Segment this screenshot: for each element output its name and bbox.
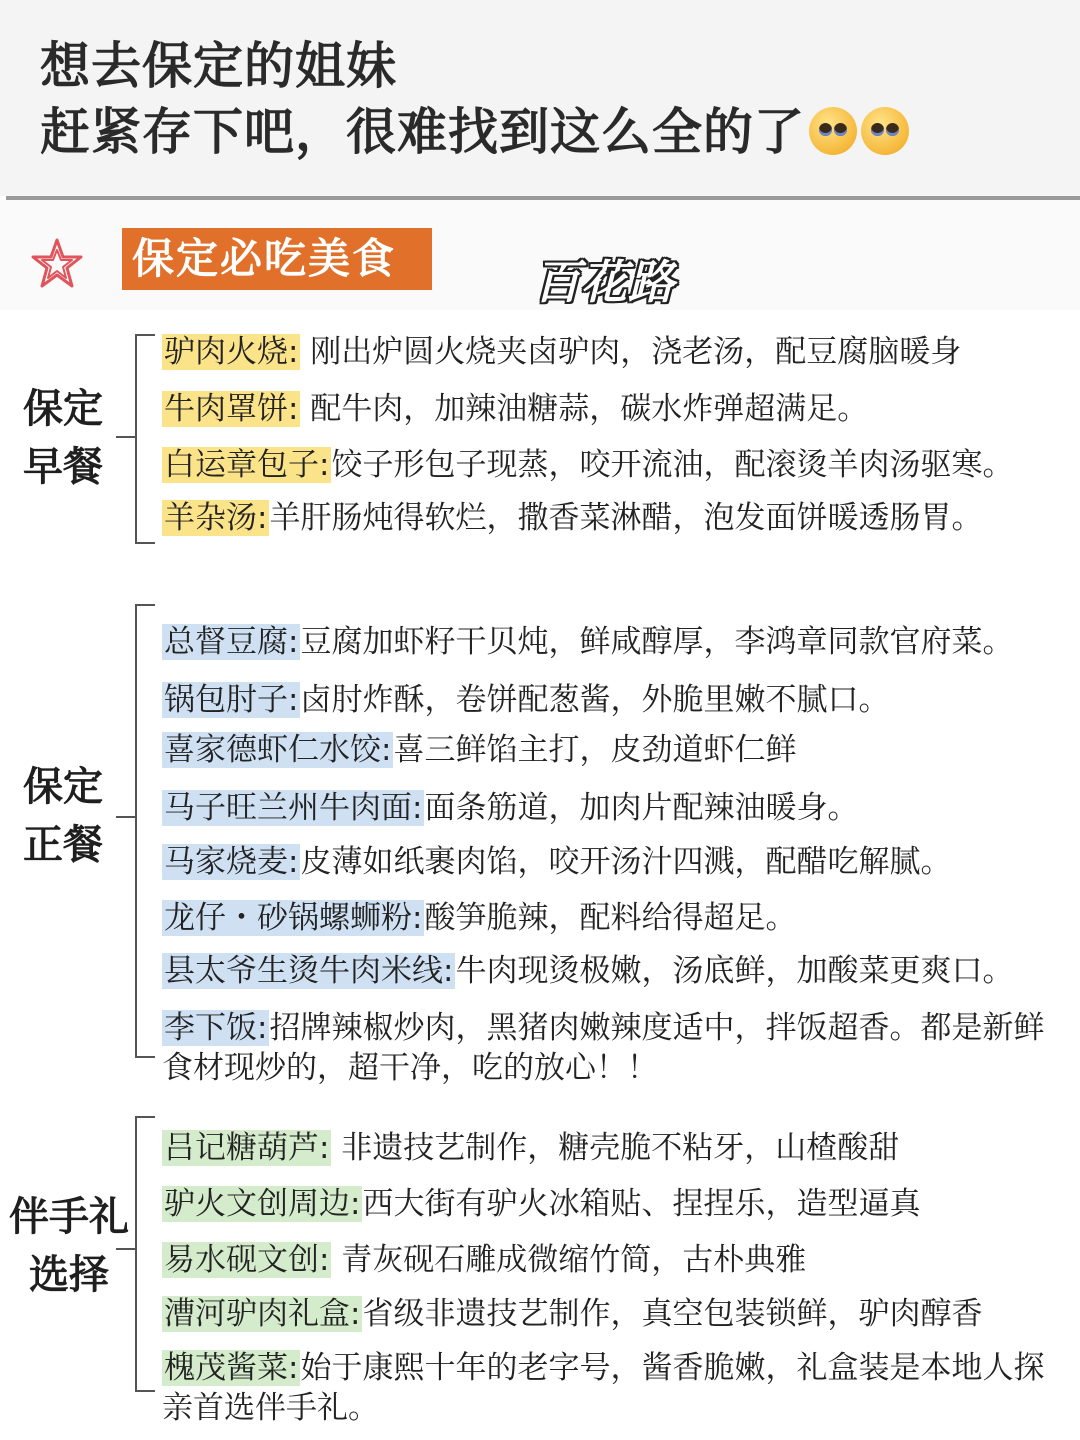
category-label-main	[20, 758, 106, 874]
list-item	[162, 951, 1013, 991]
star-outline-icon	[30, 236, 84, 290]
category-bracket-main	[135, 604, 155, 1058]
list-item	[162, 332, 961, 372]
item-key: 喜家德虾仁水饺:	[164, 732, 392, 768]
category-bracket-breakfast	[135, 334, 155, 544]
category-label-line: 早餐	[23, 444, 103, 490]
category-label-line: 伴手礼	[9, 1194, 129, 1240]
category-bracket-gifts	[135, 1116, 155, 1392]
bracket-tick	[116, 436, 136, 438]
item-desc: 面条筋道，加肉片配辣油暖身。	[424, 790, 859, 826]
item-desc: 配牛肉，加辣油糖蒜，碳水炸弹超满足。	[300, 391, 869, 427]
page-title-line2	[40, 92, 909, 164]
page-title-line1: 想去保定的姐妹	[40, 37, 397, 95]
list-item	[162, 1348, 1072, 1428]
item-desc: 省级非遗技艺制作，真空包装锁鲜，驴肉醇香	[362, 1296, 983, 1332]
item-desc: 青灰砚石雕成微缩竹简，古朴典雅	[331, 1242, 807, 1278]
item-key: 牛肉罩饼:	[164, 391, 299, 427]
item-desc: 卤肘炸酥，卷饼配葱酱，外脆里嫩不腻口。	[300, 682, 890, 718]
list-item	[162, 1128, 899, 1168]
item-key: 驴火文创周边:	[164, 1186, 361, 1222]
item-key: 驴肉火烧:	[164, 334, 299, 370]
item-key: 县太爷生烫牛肉米线:	[164, 953, 454, 989]
item-key: 易水砚文创:	[164, 1242, 330, 1278]
item-desc: 豆腐加虾籽干贝炖，鲜咸醇厚，李鸿章同款官府菜。	[300, 624, 1014, 660]
list-item	[162, 1008, 1072, 1088]
item-key: 马子旺兰州牛肉面:	[164, 790, 423, 826]
list-item	[162, 1240, 806, 1280]
list-item	[162, 1184, 920, 1224]
item-desc: 非遗技艺制作，糖壳脆不粘牙，山楂酸甜	[331, 1130, 900, 1166]
category-label-line: 保定	[23, 764, 103, 810]
item-desc: 招牌辣椒炒肉，黑猪肉嫩辣度适中，拌饭超香。都是新鲜食材现炒的，超干净，吃的放心！！	[162, 1010, 1045, 1086]
item-key: 白运章包子:	[164, 447, 330, 483]
category-label-gifts	[4, 1188, 134, 1304]
item-key: 李下饭:	[164, 1010, 268, 1046]
item-desc: 刚出炉圆火烧夹卤驴肉，浇老汤，配豆腐脑暖身	[300, 334, 962, 370]
list-item	[162, 898, 796, 938]
bracket-tick	[116, 816, 136, 818]
pleading-face-icon	[861, 107, 909, 155]
item-desc: 皮薄如纸裹肉馅，咬开汤汁四溅，配醋吃解腻。	[300, 844, 952, 880]
item-key: 锅包肘子:	[164, 682, 299, 718]
category-label-line: 正餐	[23, 822, 103, 868]
item-key: 马家烧麦:	[164, 844, 299, 880]
item-key: 羊杂汤:	[164, 500, 268, 536]
header	[0, 0, 1080, 196]
list-item	[162, 730, 796, 770]
section-banner: 保定必吃美食	[122, 228, 432, 290]
item-desc: 酸笋脆辣，配料给得超足。	[424, 900, 797, 936]
list-item	[162, 788, 858, 828]
item-desc: 始于康熙十年的老字号，酱香脆嫩，礼盒装是本地人探亲首选伴手礼。	[162, 1350, 1045, 1426]
item-key: 吕记糖葫芦:	[164, 1130, 330, 1166]
category-label-line: 选择	[29, 1252, 109, 1298]
list-item	[162, 622, 1013, 662]
page-title-text: 赶紧存下吧，很难找到这么全的了	[40, 103, 805, 161]
item-key: 总督豆腐:	[164, 624, 299, 660]
item-desc: 牛肉现烫极嫩，汤底鲜，加酸菜更爽口。	[455, 953, 1014, 989]
road-label: 百花路	[534, 255, 675, 309]
item-key: 龙仔・砂锅螺蛳粉:	[164, 900, 423, 936]
pleading-face-icon	[809, 107, 857, 155]
item-desc: 饺子形包子现蒸，咬开流油，配滚烫羊肉汤驱寒。	[331, 447, 1014, 483]
category-label-breakfast	[20, 380, 106, 496]
list-item	[162, 445, 1013, 485]
category-label-line: 保定	[23, 386, 103, 432]
item-key: 槐茂酱菜:	[164, 1350, 299, 1386]
list-item	[162, 842, 951, 882]
list-item	[162, 498, 982, 538]
item-desc: 西大街有驴火冰箱贴、捏捏乐，造型逼真	[362, 1186, 921, 1222]
item-key: 漕河驴肉礼盒:	[164, 1296, 361, 1332]
list-item	[162, 1294, 982, 1334]
list-item	[162, 389, 868, 429]
item-desc: 喜三鲜馅主打，皮劲道虾仁鲜	[393, 732, 797, 768]
list-item	[162, 680, 889, 720]
item-desc: 羊肝肠炖得软烂，撒香菜淋醋，泡发面饼暖透肠胃。	[269, 500, 983, 536]
